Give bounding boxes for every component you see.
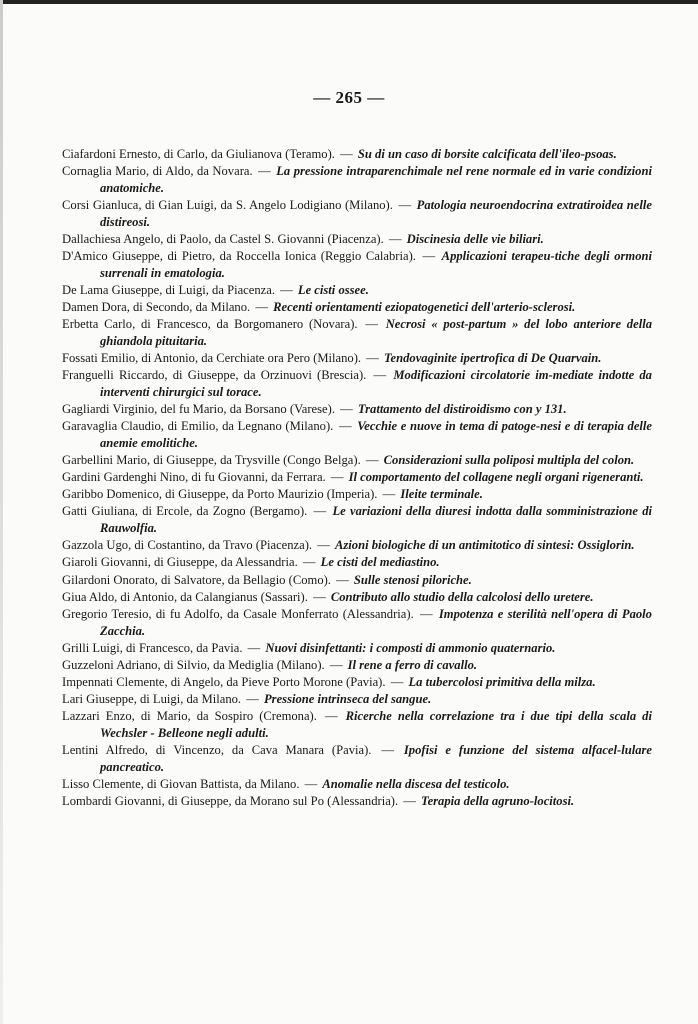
entry-author: Guzzeloni Adriano, di Silvio, da Mediglia (Milano). bbox=[62, 657, 325, 672]
entry-title: Ricerche nella correlazione tra i due tipi della scala di Wechsler - Belleone negli adulti. bbox=[100, 709, 652, 741]
entry-title: La tubercolosi primitiva della milza. bbox=[408, 675, 596, 690]
entry-title: Patologia neuroendocrina extratiroidea nelle distireosi. bbox=[100, 197, 652, 229]
list-entry bbox=[62, 572, 652, 589]
entry-title: Recenti orientamenti eziopatogenetici dell'arterio-sclerosi. bbox=[273, 299, 576, 314]
entry-title: La pressione intraparenchimale nel rene normale ed in varie condizioni anatomiche. bbox=[100, 164, 652, 195]
entry-author: De Lama Giuseppe, di Luigi, da Piacenza. bbox=[62, 282, 275, 297]
entry-author: Gazzola Ugo, di Costantino, da Travo (Piacenza). bbox=[62, 538, 313, 553]
entry-title: Le cisti ossee. bbox=[297, 282, 369, 297]
entry-title: Vecchie e nuove in tema di patoge-nesi e di terapia delle anemie emolitiche. bbox=[100, 419, 653, 450]
list-entry bbox=[62, 469, 652, 486]
list-entry bbox=[62, 231, 652, 248]
entry-author: Gatti Giuliana, di Ercole, da Zogno (Bergamo). bbox=[62, 504, 308, 519]
entry-author: Damen Dora, di Secondo, da Milano. bbox=[62, 299, 251, 314]
entry-title: Sulle stenosi piloriche. bbox=[353, 572, 472, 587]
entry-title: Modificazioni circolatorie im-mediate indotte da interventi chirurgici sul torace. bbox=[100, 368, 652, 399]
list-entry bbox=[62, 401, 652, 418]
entry-separator: — bbox=[336, 572, 349, 587]
entry-separator: — bbox=[302, 555, 316, 570]
entry-author: Fossati Emilio, di Antonio, da Cerchiate ora Pero (Milano). bbox=[62, 350, 362, 365]
entry-title: Contributo allo studio della calcolosi dello uretere. bbox=[330, 589, 594, 604]
list-entry bbox=[62, 708, 652, 741]
list-entry bbox=[62, 640, 652, 657]
entry-author: Lazzari Enzo, di Mario, da Sospiro (Cremona). bbox=[62, 709, 317, 724]
entry-separator: — bbox=[324, 709, 338, 724]
entry-author: Garbellini Mario, di Giuseppe, da Trysville (Congo Belga). bbox=[62, 452, 361, 467]
entry-title: Nuovi disinfettanti: i composti di ammonio quaternario. bbox=[265, 640, 556, 655]
list-entry bbox=[62, 793, 652, 810]
entry-separator: — bbox=[339, 419, 352, 434]
list-entry bbox=[62, 486, 652, 503]
list-entry bbox=[62, 606, 652, 639]
entry-separator: — bbox=[258, 164, 271, 179]
entry-separator: — bbox=[329, 657, 343, 672]
entry-separator: — bbox=[381, 743, 394, 758]
list-entry bbox=[62, 742, 652, 775]
entry-title: Le cisti del mediastino. bbox=[320, 555, 440, 570]
list-entry bbox=[62, 163, 652, 196]
entry-separator: — bbox=[382, 487, 396, 502]
entry-separator: — bbox=[255, 299, 268, 314]
page-number: — 265 — bbox=[313, 88, 385, 107]
entry-title: Il comportamento del collagene negli organi rigeneranti. bbox=[348, 470, 644, 484]
list-entry bbox=[62, 146, 652, 163]
list-entry bbox=[62, 537, 652, 554]
entry-author: Garavaglia Claudio, di Emilio, da Legnano (Milano). bbox=[62, 419, 334, 434]
entry-title: Su di un caso di borsite calcificata dell'ileo-psoas. bbox=[357, 147, 617, 161]
list-entry bbox=[62, 452, 652, 469]
entry-separator: — bbox=[388, 231, 402, 246]
entry-title: Tendovaginite ipertrofica di De Quarvain. bbox=[383, 350, 602, 365]
entry-separator: — bbox=[398, 197, 412, 212]
entry-separator: — bbox=[330, 470, 344, 484]
entry-separator: — bbox=[246, 692, 259, 707]
scan-left-edge bbox=[0, 0, 3, 1024]
list-entry bbox=[62, 418, 652, 451]
entry-author: Lari Giuseppe, di Luigi, da Milano. bbox=[62, 692, 242, 707]
entry-author: Gagliardi Virginio, del fu Mario, da Borsano (Varese). bbox=[62, 401, 335, 416]
entry-author: Lombardi Giovanni, di Giuseppe, da Morano sul Po (Alessandria). bbox=[62, 794, 399, 809]
list-entry bbox=[62, 248, 652, 281]
entry-author: Cornaglia Mario, di Aldo, da Novara. bbox=[62, 164, 253, 179]
entry-separator: — bbox=[422, 248, 436, 263]
list-entry bbox=[62, 554, 652, 571]
entry-author: Garibbo Domenico, di Giuseppe, da Porto Maurizio (Imperia). bbox=[62, 487, 378, 502]
thesis-list bbox=[62, 146, 652, 810]
entry-separator: — bbox=[340, 401, 353, 416]
list-entry bbox=[62, 282, 652, 299]
list-entry bbox=[62, 589, 652, 606]
list-entry bbox=[62, 674, 652, 691]
entry-title: Discinesia delle vie biliari. bbox=[406, 231, 544, 246]
list-entry bbox=[62, 197, 652, 230]
entry-author: Giua Aldo, di Antonio, da Calangianus (Sassari). bbox=[62, 589, 308, 604]
list-entry bbox=[62, 367, 652, 400]
entry-separator: — bbox=[313, 504, 327, 519]
entry-author: Erbetta Carlo, di Francesco, da Borgomanero (Novara). bbox=[62, 317, 358, 332]
entry-title: Azioni biologiche di un antimitotico di sintesi: Ossiglorin. bbox=[334, 538, 635, 553]
entry-separator: — bbox=[420, 606, 433, 621]
entry-author: Corsi Gianluca, di Gian Luigi, da S. Angelo Lodigiano (Milano). bbox=[62, 197, 393, 212]
list-entry bbox=[62, 503, 652, 536]
list-entry bbox=[62, 776, 652, 793]
entry-separator: — bbox=[304, 777, 318, 791]
entry-author: Gilardoni Onorato, di Salvatore, da Bellagio (Como). bbox=[62, 572, 331, 587]
list-entry bbox=[62, 691, 652, 708]
entry-author: Dallachiesa Angelo, di Paolo, da Castel S. Giovanni (Piacenza). bbox=[62, 231, 384, 246]
entry-author: Lentini Alfredo, di Vincenzo, da Cava Manara (Pavia). bbox=[62, 743, 372, 758]
entry-author: Franguelli Riccardo, di Giuseppe, da Orzinuovi (Brescia). bbox=[62, 368, 367, 383]
entry-title: Impotenza e sterilità nell'opera di Paolo Zacchia. bbox=[100, 606, 652, 638]
entry-separator: — bbox=[313, 589, 326, 604]
entry-separator: — bbox=[366, 350, 379, 365]
entry-title: Necrosi « post-partum » del lobo anteriore della ghiandola pituitaria. bbox=[100, 317, 652, 348]
entry-title: Ipofisi e funzione del sistema alfacel-lulare pancreatico. bbox=[100, 743, 653, 774]
entry-separator: — bbox=[403, 794, 416, 809]
entry-title: Ileite terminale. bbox=[400, 487, 483, 502]
entry-author: Lisso Clemente, di Giovan Battista, da Milano. bbox=[62, 777, 300, 791]
entry-author: Ciafardoni Ernesto, di Carlo, da Giulianova (Teramo). bbox=[62, 147, 335, 161]
entry-author: Grilli Luigi, di Francesco, da Pavia. bbox=[62, 640, 243, 655]
entry-separator: — bbox=[365, 317, 378, 332]
entry-title: Pressione intrinseca del sangue. bbox=[263, 692, 432, 707]
scan-top-border bbox=[0, 0, 698, 4]
entry-separator: — bbox=[317, 538, 330, 553]
entry-title: Considerazioni sulla poliposi multipla del colon. bbox=[383, 452, 635, 467]
entry-author: Gregorio Teresio, di fu Adolfo, da Casale Monferrato (Alessandria). bbox=[62, 606, 414, 621]
entry-title: Applicazioni terapeu-tiche degli ormoni surrenali in ematologia. bbox=[100, 248, 652, 280]
entry-separator: — bbox=[365, 452, 379, 467]
entry-author: Gardini Gardenghi Nino, di fu Giovanni, da Ferrara. bbox=[62, 470, 326, 484]
list-entry bbox=[62, 299, 652, 316]
entry-title: Anomalie nella discesa del testicolo. bbox=[322, 777, 510, 791]
entry-title: Terapia della agruno-locitosi. bbox=[421, 794, 575, 809]
entry-separator: — bbox=[390, 675, 404, 690]
entry-separator: — bbox=[280, 282, 293, 297]
list-entry bbox=[62, 657, 652, 674]
list-entry bbox=[62, 350, 652, 367]
entry-title: Le variazioni della diuresi indotta dalla somministrazione di Rauwolfia. bbox=[100, 504, 652, 535]
entry-separator: — bbox=[340, 147, 353, 161]
entry-author: D'Amico Giuseppe, di Pietro, da Roccella Ionica (Reggio Calabria). bbox=[62, 248, 416, 263]
list-entry bbox=[62, 316, 652, 349]
entry-title: Il rene a ferro di cavallo. bbox=[347, 657, 478, 672]
entry-separator: — bbox=[373, 368, 387, 383]
entry-title: Trattamento del distiroidismo con y 131. bbox=[357, 401, 567, 416]
entry-author: Impennati Clemente, di Angelo, da Pieve Porto Morone (Pavia). bbox=[62, 675, 386, 690]
entry-separator: — bbox=[247, 640, 261, 655]
entry-author: Giaroli Giovanni, di Giuseppe, da Alessandria. bbox=[62, 555, 298, 570]
